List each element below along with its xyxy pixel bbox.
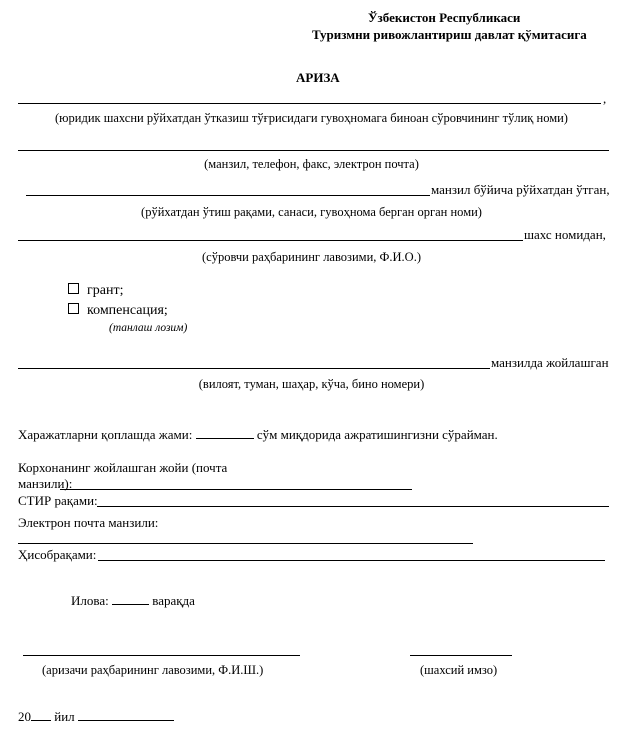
applicant-name-field[interactable] [18,103,601,104]
amount-field[interactable] [196,438,254,439]
grant-label: грант; [87,283,124,298]
recipient-committee: Туризмни ривожлантириш давлат қўмитасига [312,27,587,42]
option-grant[interactable] [68,283,123,299]
attachment-line [71,594,195,609]
date-prefix: 20 [18,709,31,724]
company-location-field[interactable] [60,489,412,490]
registration-caption: (рўйхатдан ўтиш рақами, санаси, гувоҳнома берган орган номи) [141,205,482,219]
applicant-name-caption: (юридик шахсни рўйхатдан ўтказиш тўғрисидаги гувоҳномага биноан сўровчининг тўлиқ номи) [55,111,568,125]
account-field[interactable] [98,560,605,561]
stir-field[interactable] [97,506,609,507]
registration-suffix: манзил бўйича рўйхатдан ўтган, [431,182,610,197]
account-label: Ҳисобрақами: [18,547,97,562]
contact-info-field[interactable] [18,150,609,151]
location-suffix: манзилда жойлашган [491,355,609,370]
document-title: АРИЗА [296,70,340,85]
applicant-position-field[interactable] [23,655,300,656]
date-line [18,710,174,725]
recipient-country: Ўзбекистон Республикаси [368,10,521,25]
registration-details-field[interactable] [26,195,430,196]
email-field[interactable] [18,543,473,544]
year-label: йил [54,709,75,724]
manager-name-field[interactable] [18,240,523,241]
company-location-label-1: Корхонанинг жойлашган жойи (почта [18,460,228,475]
grant-checkbox[interactable] [68,283,79,294]
signature-caption: (шахсий имзо) [420,663,498,677]
position-caption: (аризачи раҳбарининг лавозими, Ф.И.Ш.) [42,663,264,677]
expenses-suffix: сўм миқдорида ажратишингизни сўрайман. [256,427,498,442]
stir-label: СТИР рақами: [18,493,98,508]
compensation-checkbox[interactable] [68,303,79,314]
attachment-prefix: Илова: [71,593,109,608]
email-label: Электрон почта манзили: [18,515,159,530]
manager-caption: (сўровчи раҳбарининг лавозими, Ф.И.О.) [201,250,421,264]
option-compensation[interactable] [68,303,168,319]
attachment-suffix: варақда [152,593,195,608]
expenses-line [18,428,498,443]
contact-info-caption: (манзил, телефон, факс, электрон почта) [204,157,419,171]
selection-note: (танлаш лозим) [109,322,188,334]
signature-field[interactable] [410,655,512,656]
on-behalf-suffix: шахс номидан, [524,227,606,242]
company-location-label-2: манзили): [18,476,73,491]
row1-comma: , [603,91,607,106]
attachment-pages-field[interactable] [112,604,149,605]
date-field[interactable] [78,720,174,721]
location-caption: (вилоят, туман, шаҳар, кўча, бино номери) [198,377,425,391]
expenses-prefix: Харажатларни қоплашда жами: [18,427,193,442]
location-field[interactable] [18,368,490,369]
compensation-label: компенсация; [87,303,168,318]
year-field[interactable] [31,720,51,721]
